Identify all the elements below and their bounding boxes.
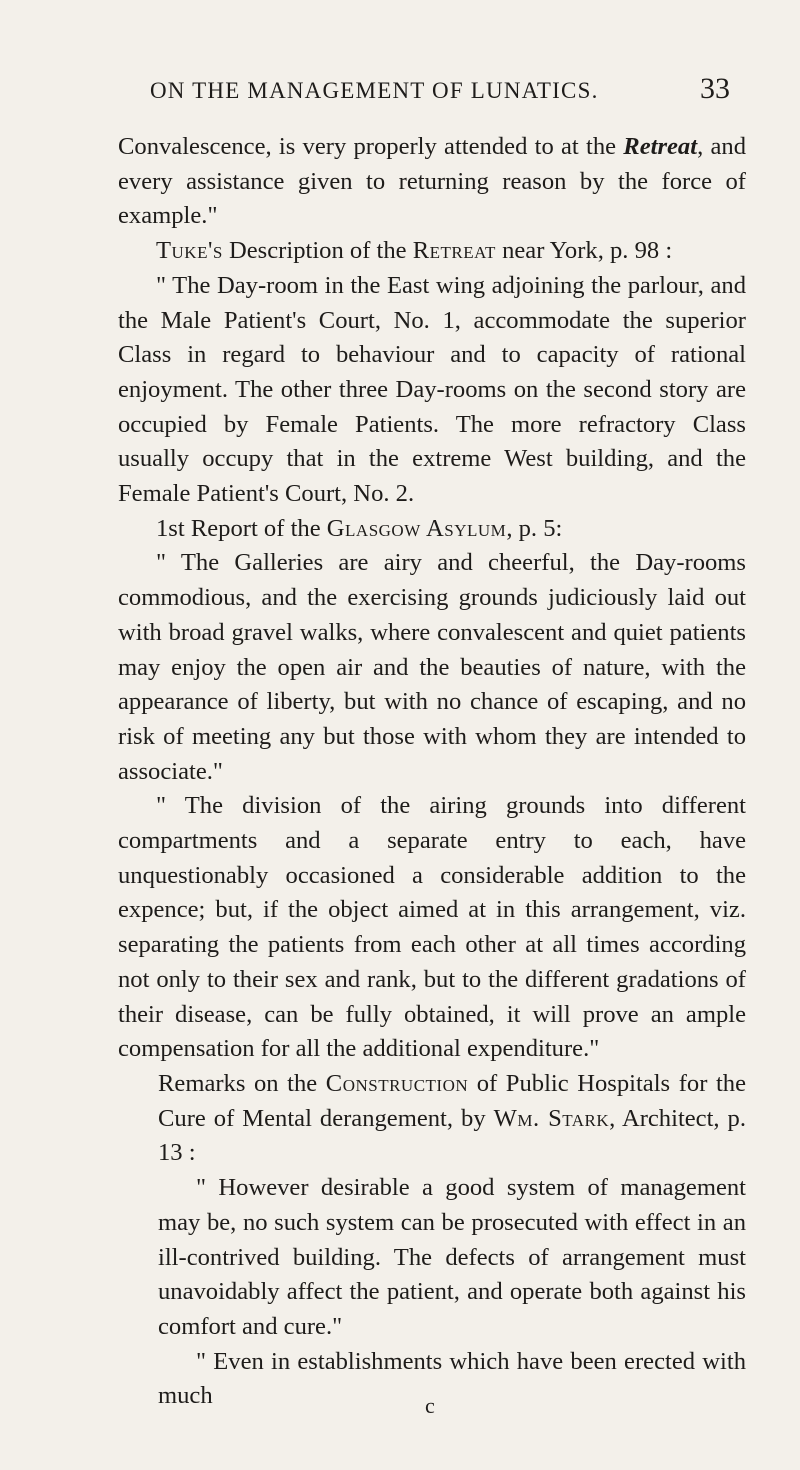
- page-number: 33: [700, 72, 730, 105]
- source-heading-glasgow: [118, 512, 746, 547]
- body-text: [118, 130, 746, 1414]
- running-head: [0, 72, 800, 118]
- signature-mark: c: [425, 1393, 435, 1418]
- quote-galleries: " The Galleries are airy and cheerful, the Day-rooms commodious, and the exercising grounds judiciously laid out with broad gravel walks, where convalescent and quiet patients may enjoy the open air and the beauties of nature, with the appearance of liberty, but with no chance of escaping, and no risk of meeting any but those with whom they are intended to associate.": [118, 549, 746, 785]
- retreat-name: Retreat: [412, 237, 496, 265]
- running-head-title: ON THE MANAGEMENT OF LUNATICS.: [150, 78, 599, 103]
- glasgow-asylum: Glasgow Asylum: [326, 514, 507, 542]
- text-run: , and every assistance given to returning reason by the force of example.": [118, 133, 746, 230]
- quote-day-room: " The Day-room in the East wing adjoining the parlour, and the Male Patient's Court, No. 1, accommodate the superior Class in regard to behaviour and to capacity of rational enjoyment. The other three Day-rooms on the second story are occupied by Female Patients. The more refractory Class usually occupy that in the extreme West building, and the Female Patient's Court, No. 2.: [118, 271, 746, 508]
- text-run: near York, p. 98 :: [495, 237, 673, 265]
- text-run: of Public Hospitals for the Cure of Mental derangement, by: [158, 1069, 747, 1132]
- text-run: , p. 5:: [506, 514, 563, 542]
- italic-retreat: Retreat: [623, 133, 698, 160]
- text-run: Remarks on the: [158, 1069, 326, 1097]
- author-stark: Wm. Stark: [493, 1104, 610, 1132]
- source-heading-tuke: [118, 234, 746, 269]
- text-run: , Architect, p. 13 :: [158, 1104, 747, 1167]
- quote-airing-grounds: " The division of the airing grounds into different compartments and a separate entry to each, have unquestionably occasioned a considerable addition to the expence; but, if the object aimed at in this arrangement, viz. separating the patients from each other at all times according not only to their sex and rank, but to the different gradations of their disease, can be fully obtained, it will prove an ample compensation for all the additional expenditure.": [118, 792, 746, 1063]
- construction: Construction: [325, 1069, 469, 1097]
- paragraph-convalescence: [118, 130, 746, 234]
- source-heading-stark: [158, 1067, 746, 1171]
- text-run: Description of the: [222, 237, 413, 265]
- quote-establishments: " Even in establishments which have been erected with much: [158, 1347, 746, 1410]
- text-run: Convalescence, is very properly attended to at the: [118, 133, 624, 160]
- text-run: 1st Report of the: [156, 514, 327, 542]
- author-tuke: Tuke's: [156, 237, 223, 265]
- quote-system-management: " However desirable a good system of management may be, no such system can be prosecuted with effect in an ill-contrived building. The defects of arrangement must unavoidably affect the patient, and operate both against his comfort and cure.": [158, 1174, 746, 1340]
- stark-section: [118, 1067, 746, 1414]
